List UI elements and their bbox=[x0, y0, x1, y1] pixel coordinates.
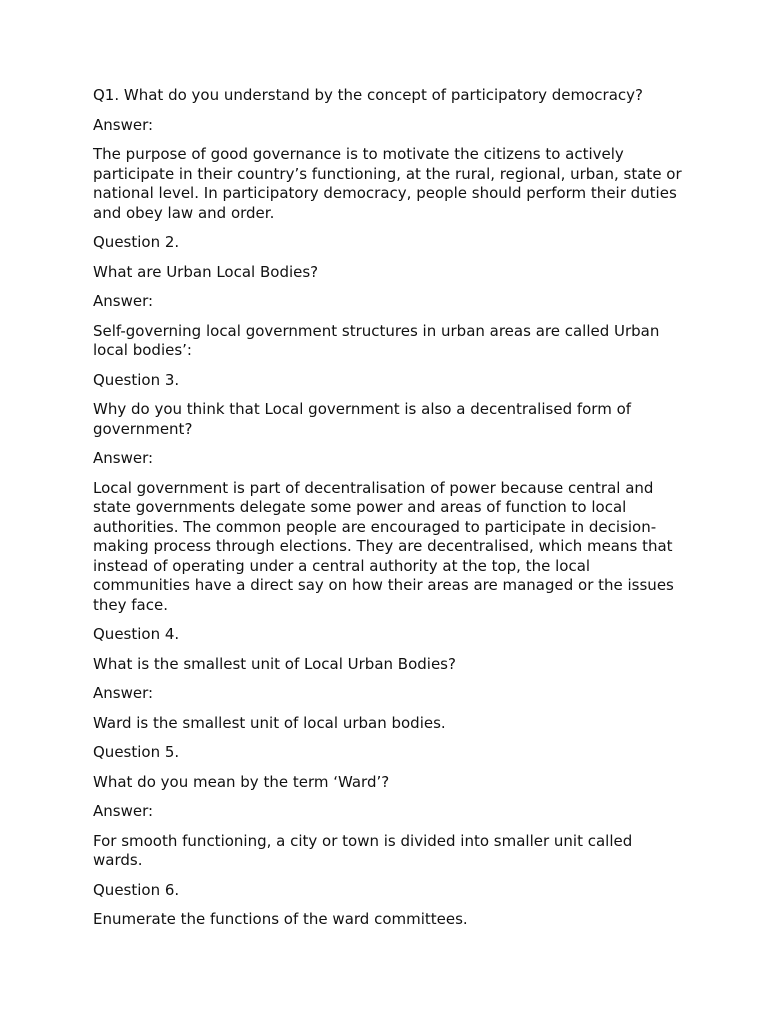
answer-label: Answer: bbox=[93, 449, 154, 467]
answer-label: Answer: bbox=[93, 684, 154, 702]
answer-label: Answer: bbox=[93, 292, 154, 310]
question-4-text: What is the smallest unit of Local Urban Bodies? bbox=[93, 654, 456, 673]
question-5-number: Question 5. bbox=[93, 743, 180, 761]
question-2-text: What are Urban Local Bodies? bbox=[93, 262, 319, 281]
question-4-number: Question 4. bbox=[93, 625, 180, 643]
answer-3-text: Local government is part of decentralisation of power because central and state governments delegate some power and areas of function to local authorities. The common people are encouraged to participate in decision-making process through elections. They are decentralised, which means that instead of operating under a central authority at the top, the local communities have a direct say on how their areas are managed or the issues they face. bbox=[93, 478, 674, 614]
question-6-number: Question 6. bbox=[93, 880, 180, 899]
question-2-number: Question 2. bbox=[93, 233, 180, 251]
answer-label: Answer: bbox=[93, 802, 154, 820]
question-3-number: Question 3. bbox=[93, 370, 180, 389]
question-6-text: Enumerate the functions of the ward committees. bbox=[93, 910, 468, 928]
question-1-heading: Q1. What do you understand by the concept of participatory democracy? bbox=[93, 86, 643, 104]
document-page bbox=[93, 86, 683, 940]
question-5-text: What do you mean by the term ‘Ward’? bbox=[93, 772, 390, 791]
answer-5-text: For smooth functioning, a city or town is divided into smaller unit called wards. bbox=[93, 831, 633, 869]
question-3-text: Why do you think that Local government is also a decentralised form of government? bbox=[93, 400, 632, 438]
answer-label: Answer: bbox=[93, 115, 154, 134]
answer-1-text: The purpose of good governance is to motivate the citizens to actively participate in their country’s functioning, at the rural, regional, urban, state or national level. In participatory democracy, people should perform their duties and obey law and order. bbox=[93, 145, 682, 222]
answer-2-text: Self-governing local government structures in urban areas are called Urban local bodies’: bbox=[93, 321, 660, 359]
answer-4-text: Ward is the smallest unit of local urban bodies. bbox=[93, 713, 446, 732]
